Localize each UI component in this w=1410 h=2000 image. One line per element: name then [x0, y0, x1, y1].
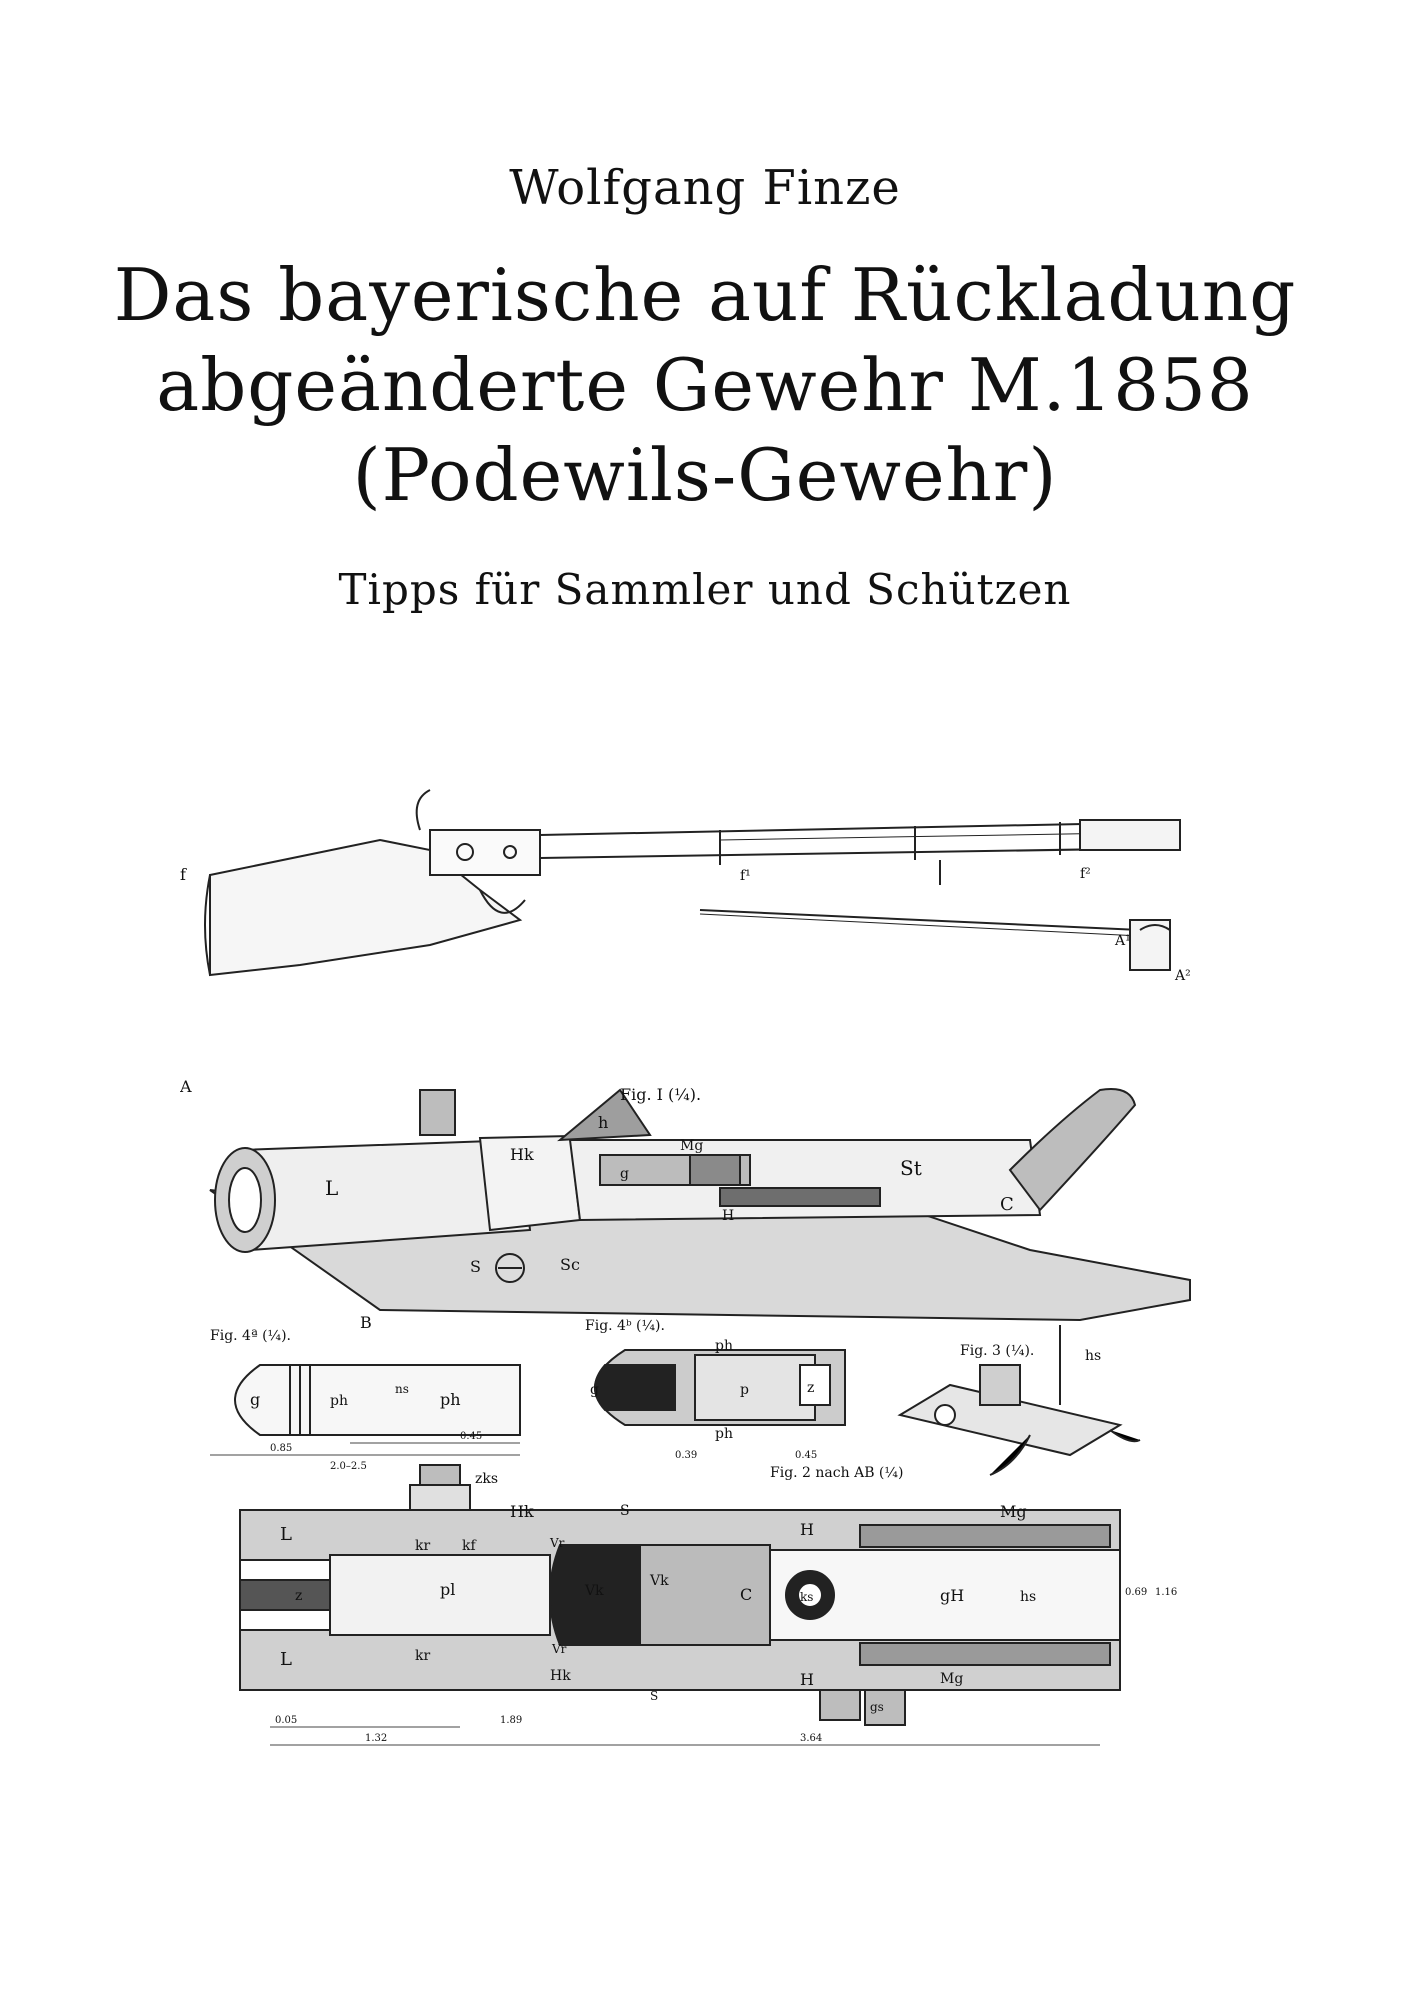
fig2-label-c: C: [740, 1585, 753, 1604]
fig4b-label-g: g: [590, 1382, 599, 1398]
fig2-label-hk: Hk: [510, 1502, 534, 1521]
fig4a-dim-1: 0.85: [270, 1443, 293, 1454]
fig1-label-g: g: [620, 1166, 629, 1182]
fig4a-caption: Fig. 4ª (¼).: [210, 1328, 292, 1344]
fig2-label-s2: S: [650, 1689, 659, 1703]
fig2-label-mg2: Mg: [940, 1671, 964, 1687]
fig4a-dim-2: 2.0–2.5: [330, 1461, 367, 1472]
fig2-dim-4: 3.64: [800, 1733, 823, 1744]
fig1-label-l: L: [325, 1176, 339, 1200]
fig1-label-h: h: [598, 1113, 609, 1132]
fig2-label-h: H: [800, 1520, 814, 1539]
fig1-label-b: B: [360, 1313, 372, 1330]
fig2-label-kr2: kr: [415, 1648, 431, 1664]
fig2-label-s: S: [620, 1503, 630, 1519]
fig4b-dim-1: 0.39: [675, 1450, 698, 1461]
rifle-label-a1: A¹: [1115, 933, 1131, 949]
fig2-label-l2: L: [280, 1649, 292, 1670]
fig2-caption: Fig. 2 nach AB (¼): [770, 1465, 904, 1481]
fig4a-label-ns: ns: [395, 1382, 409, 1396]
book-title: [80, 250, 1330, 520]
rifle-label-a2: A²: [1175, 968, 1191, 984]
fig4a-cartridge-illustration: [200, 1325, 540, 1475]
fig2-dim-2: 1.32: [365, 1733, 388, 1744]
rifle-label-f: f: [180, 865, 186, 884]
fig2-section-illustration: [200, 1455, 1200, 1755]
fig1-label-st: St: [900, 1156, 922, 1180]
fig3-label-hs: hs: [1085, 1348, 1102, 1364]
fig1-label-sc: Sc: [560, 1255, 580, 1274]
fig1-label-hk: Hk: [510, 1145, 534, 1164]
fig4a-dim-3: 0.45: [460, 1431, 483, 1442]
fig4b-label-z: z: [807, 1380, 815, 1396]
fig2-dim-1: 0.05: [275, 1715, 298, 1726]
fig2-label-kf: kf: [462, 1538, 476, 1554]
fig2-label-h2: H: [800, 1670, 814, 1689]
fig2-label-vk: Vk: [585, 1583, 604, 1599]
fig1-label-mg: Mg: [680, 1138, 704, 1154]
fig2-label-vr: Vr: [550, 1536, 565, 1550]
fig4b-label-p: p: [740, 1382, 749, 1398]
fig4a-label-ph: ph: [330, 1393, 348, 1409]
fig2-label-vk2: Vk: [650, 1573, 669, 1589]
fig4b-section-illustration: [545, 1310, 865, 1475]
book-subtitle: Tipps für Sammler und Schützen: [338, 565, 1072, 614]
author-name: Wolfgang Finze: [509, 160, 901, 216]
fig2-dim-3: 1.89: [500, 1715, 523, 1726]
fig4b-caption: Fig. 4ᵇ (¼).: [585, 1318, 665, 1334]
fig1-label-h2: H: [722, 1208, 735, 1224]
fig4a-label-g: g: [250, 1390, 261, 1409]
fig2-label-kr: kr: [415, 1538, 431, 1554]
fig1-label-s: S: [470, 1257, 481, 1276]
fig2-label-hs: hs: [1020, 1589, 1037, 1605]
fig4a-label-ph2: ph: [440, 1390, 461, 1409]
fig2-dim-5: 0.69: [1125, 1587, 1148, 1598]
fig2-label-pl: pl: [440, 1580, 456, 1599]
fig2-label-mg: Mg: [1000, 1502, 1027, 1521]
rifle-label-f2: f²: [1080, 866, 1091, 882]
title-line-1: Das bayerische auf Rückladung: [113, 253, 1297, 337]
fig2-label-l: L: [280, 1524, 292, 1545]
rifle-illustration: [180, 780, 1220, 990]
fig1-label-c: C: [1000, 1194, 1014, 1215]
fig2-label-vr2: Vr: [552, 1642, 567, 1656]
fig3-caption: Fig. 3 (¼).: [960, 1343, 1035, 1359]
fig1-breech-illustration: [180, 1080, 1220, 1330]
fig4b-label-ph2: ph: [715, 1426, 733, 1442]
fig1-caption: Fig. I (¼).: [620, 1085, 702, 1104]
fig2-label-hk2: Hk: [550, 1668, 571, 1684]
fig2-label-gh: gH: [940, 1586, 965, 1605]
title-line-2: abgeänderte Gewehr M.1858: [156, 343, 1254, 427]
fig1-label-a: A: [180, 1080, 192, 1096]
title-line-3: (Podewils-Gewehr): [352, 433, 1058, 517]
fig2-label-z: z: [295, 1588, 303, 1604]
fig4b-label-ph: ph: [715, 1338, 733, 1354]
fig4b-dim-2: 0.45: [795, 1450, 818, 1461]
fig2-dim-6: 1.16: [1155, 1587, 1178, 1598]
fig2-label-gs: gs: [870, 1700, 884, 1714]
fig2-label-ks: ks: [800, 1590, 814, 1604]
rifle-label-f1: f¹: [740, 868, 751, 884]
fig2-label-zks: zks: [475, 1471, 499, 1487]
